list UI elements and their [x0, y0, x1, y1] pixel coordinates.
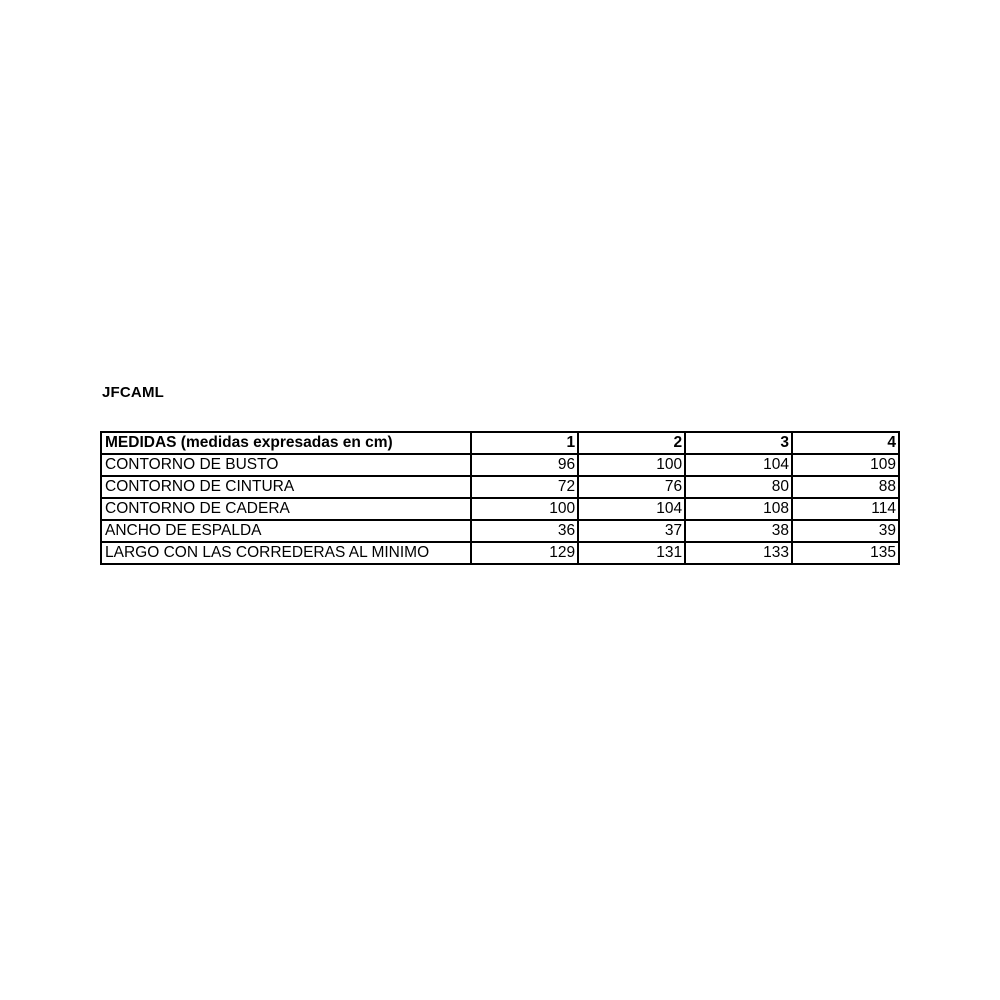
header-size-4: 4	[792, 432, 899, 454]
table-row	[101, 476, 899, 498]
header-measurements-label: MEDIDAS (medidas expresadas en cm)	[101, 432, 471, 454]
cell-value: 100	[471, 498, 578, 520]
row-label: CONTORNO DE CADERA	[101, 498, 471, 520]
document-title: JFCAML	[102, 384, 165, 401]
header-size-2: 2	[578, 432, 685, 454]
cell-value: 72	[471, 476, 578, 498]
cell-value: 129	[471, 542, 578, 564]
cell-value: 36	[471, 520, 578, 542]
row-label: CONTORNO DE CINTURA	[101, 476, 471, 498]
table-row	[101, 454, 899, 476]
cell-value: 109	[792, 454, 899, 476]
cell-value: 80	[685, 476, 792, 498]
row-label: LARGO CON LAS CORREDERAS AL MINIMO	[101, 542, 471, 564]
table-row	[101, 542, 899, 564]
cell-value: 133	[685, 542, 792, 564]
cell-value: 104	[685, 454, 792, 476]
row-label: CONTORNO DE BUSTO	[101, 454, 471, 476]
cell-value: 37	[578, 520, 685, 542]
cell-value: 88	[792, 476, 899, 498]
table-header-row	[101, 432, 899, 454]
table-row	[101, 520, 899, 542]
cell-value: 108	[685, 498, 792, 520]
cell-value: 114	[792, 498, 899, 520]
cell-value: 104	[578, 498, 685, 520]
table-row	[101, 498, 899, 520]
cell-value: 100	[578, 454, 685, 476]
measurements-table	[100, 431, 900, 565]
cell-value: 38	[685, 520, 792, 542]
cell-value: 135	[792, 542, 899, 564]
header-size-1: 1	[471, 432, 578, 454]
cell-value: 39	[792, 520, 899, 542]
cell-value: 131	[578, 542, 685, 564]
row-label: ANCHO DE ESPALDA	[101, 520, 471, 542]
cell-value: 96	[471, 454, 578, 476]
cell-value: 76	[578, 476, 685, 498]
header-size-3: 3	[685, 432, 792, 454]
